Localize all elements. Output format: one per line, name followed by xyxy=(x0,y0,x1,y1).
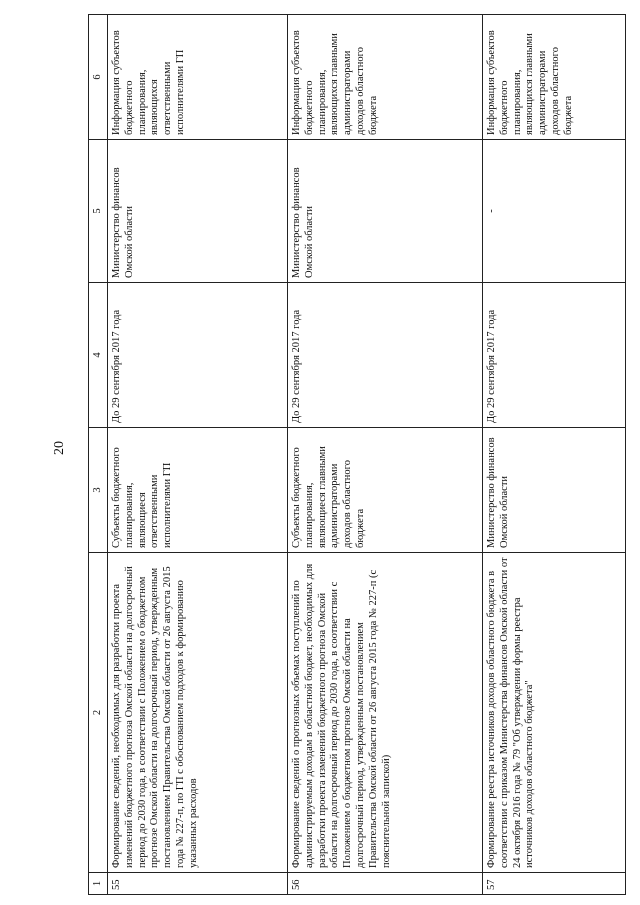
header-cell: 5 xyxy=(89,140,108,283)
row-number: 56 xyxy=(288,873,483,895)
result-cell: Информация субъектов бюджетного планирования, являющихся главными администраторами доходов областного бюджета xyxy=(483,15,626,140)
page-number: 20 xyxy=(52,441,67,455)
executor-cell: Министерство финансов Омской области xyxy=(483,428,626,553)
header-cell: 6 xyxy=(89,15,108,140)
header-cell: 2 xyxy=(89,553,108,873)
recipient-cell: Министерство финансов Омской области xyxy=(108,140,288,283)
task-cell: Формирование сведений, необходимых для разработки проекта изменений бюджетного прогноза Омской области на долгосрочный период до 2030 года, в соответствии с Положением о бюджетном прогнозе Омской области на долгосрочный период, утвержденным постановлением Правительства Омской области от 26 августа 2015 года № 227-п, по ГП с обоснованием подходов к формированию указанных расходов xyxy=(108,553,288,873)
row-number: 55 xyxy=(108,873,288,895)
header-cell: 4 xyxy=(89,283,108,428)
plan-table xyxy=(88,14,626,895)
task-cell: Формирование сведений о прогнозных объемах поступлений по администрируемым доходам в областной бюджет, необходимых для разработки проекта изменений бюджетного прогноза Омской области на долгосрочный период до 2030 года, в соответствии с Положением о бюджетном прогнозе Омской области на долгосрочный период, утвержденным постановлением Правительства Омской области от 26 августа 2015 года № 227-п (с пояснительной запиской) xyxy=(288,553,483,873)
deadline-cell: До 29 сентября 2017 года xyxy=(108,283,288,428)
recipient-cell: - xyxy=(483,140,626,283)
deadline-cell: До 29 сентября 2017 года xyxy=(483,283,626,428)
table-row xyxy=(288,15,483,895)
result-cell: Информация субъектов бюджетного планирования, являющихся ответственными исполнителями ГП xyxy=(108,15,288,140)
executor-cell: Субъекты бюджетного планирования, являющиеся главными администраторами доходов областного бюджета xyxy=(288,428,483,553)
recipient-cell: Министерство финансов Омской области xyxy=(288,140,483,283)
header-cell: 3 xyxy=(89,428,108,553)
header-row xyxy=(89,15,108,895)
header-cell: 1 xyxy=(89,873,108,895)
plan-table-container xyxy=(88,15,626,895)
row-number: 57 xyxy=(483,873,626,895)
task-cell: Формирование реестра источников доходов областного бюджета в соответствии с приказом Министерства финансов Омской области от 24 октября 2016 года № 79 "Об утверждении формы реестра источников доходов областного бюджета" xyxy=(483,553,626,873)
executor-cell: Субъекты бюджетного планирования, являющиеся ответственными исполнителями ГП xyxy=(108,428,288,553)
table-row xyxy=(108,15,288,895)
table-row xyxy=(483,15,626,895)
result-cell: Информация субъектов бюджетного планирования, являющихся главными администраторами доходов областного бюджета xyxy=(288,15,483,140)
deadline-cell: До 29 сентября 2017 года xyxy=(288,283,483,428)
